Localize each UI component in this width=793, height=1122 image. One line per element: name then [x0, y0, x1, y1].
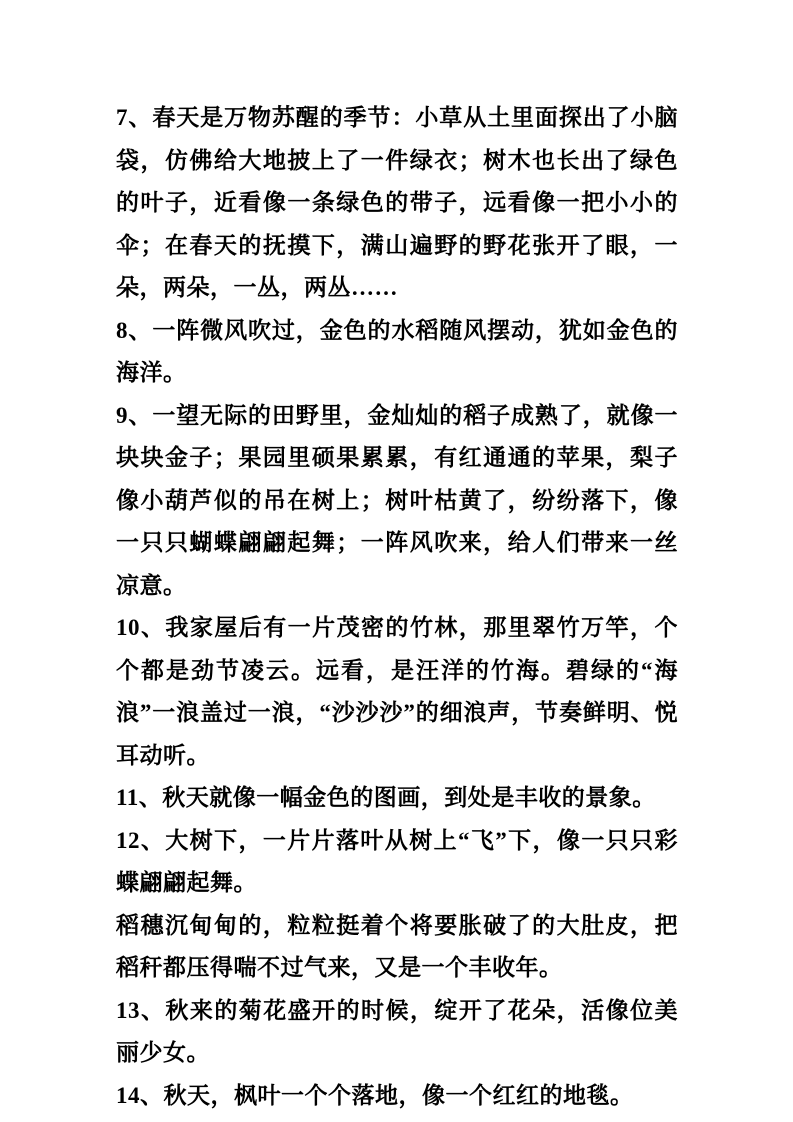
paragraph-9: 9、一望无际的田野里，金灿灿的稻子成熟了，就像一块块金子；果园里硕果累累，有红通通的苹果，梨子像小葫芦似的吊在树上；树叶枯黄了，纷纷落下，像一只只蝴蝶翩翩起舞；一阵风吹来，给人们带来一丝凉意。 [116, 402, 678, 598]
paragraph-13: 13、秋来的菊花盛开的时候，绽开了花朵，活像位美丽少女。 [116, 997, 678, 1065]
paragraph-7: 7、春天是万物苏醒的季节：小草从土里面探出了小脑袋，仿佛给大地披上了一件绿衣；树木也长出了绿色的叶子，近看像一条绿色的带子，远看像一把小小的伞；在春天的抚摸下，满山遍野的野花张开了眼，一朵，两朵，一丛，两丛…… [116, 105, 678, 300]
paragraph-rice-ears: 稻穗沉甸甸的，粒粒挺着个将要胀破了的大肚皮，把稻秆都压得喘不过气来，又是一个丰收年。 [116, 912, 678, 980]
paragraph-11: 11、秋天就像一幅金色的图画，到处是丰收的景象。 [116, 785, 656, 810]
paragraph-8: 8、一阵微风吹过，金色的水稻随风摆动，犹如金色的海洋。 [116, 317, 678, 385]
paragraph-12: 12、大树下，一片片落叶从树上“飞”下，像一只只彩蝶翩翩起舞。 [116, 827, 678, 895]
paragraph-10: 10、我家屋后有一片茂密的竹林，那里翠竹万竿，个个都是劲节凌云。远看，是汪洋的竹海。碧绿的“海浪”一浪盖过一浪，“沙沙沙”的细浪声，节奏鲜明、悦耳动听。 [116, 615, 678, 768]
document-text-area [116, 97, 678, 1117]
paragraph-14: 14、秋天，枫叶一个个落地，像一个红红的地毯。 [116, 1082, 634, 1108]
